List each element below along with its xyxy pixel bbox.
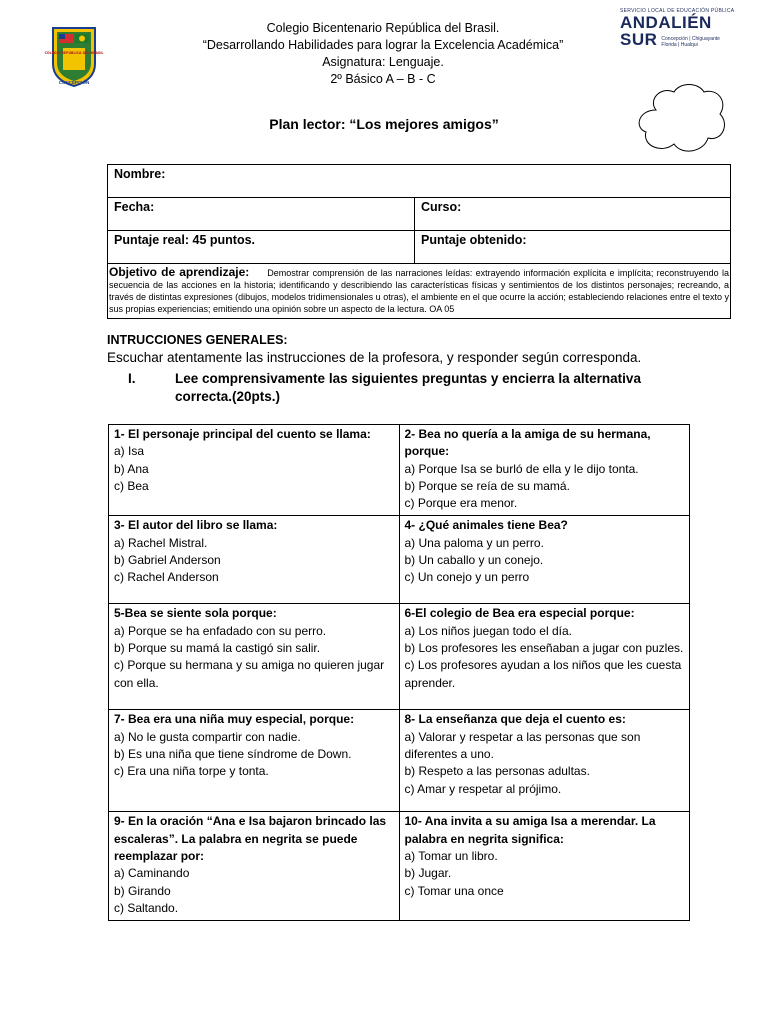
question-text: 1- El personaje principal del cuento se llama: — [114, 427, 371, 441]
option[interactable]: c) Porque su hermana y su amiga no quieren jugar con ella. — [114, 658, 385, 690]
crest-bottom-label: CONCEPCIÓN — [58, 80, 90, 85]
question-8 — [399, 710, 690, 812]
header-line-subject: Asignatura: Lenguaje. — [322, 55, 444, 69]
question-text: 8- La enseñanza que deja el cuento es: — [404, 712, 626, 727]
option[interactable]: c) Saltando. — [114, 900, 179, 915]
school-crest — [44, 24, 104, 88]
option[interactable]: a) Valorar y respetar a las personas que son diferentes a uno. — [404, 729, 641, 762]
option[interactable]: a) Caminando — [114, 866, 190, 881]
section-instruction: Lee comprensivamente las siguientes preguntas y encierra la alternativa correcta.(20pts.) — [175, 371, 641, 404]
option[interactable]: a) Una paloma y un perro. — [404, 535, 544, 550]
header-line-school: Colegio Bicentenario República del Brasil. — [266, 21, 500, 35]
option[interactable]: c) Los profesores ayudan a los niños que les cuesta aprender. — [404, 658, 682, 690]
andalien-sur-logo — [620, 8, 735, 49]
question-text: 4- ¿Qué animales tiene Bea? — [404, 518, 568, 533]
option[interactable]: c) Porque era menor. — [404, 496, 518, 511]
question-text: 3- El autor del libro se llama: — [114, 518, 278, 533]
option[interactable]: b) Girando — [114, 883, 171, 898]
option[interactable]: c) Amar y respetar al prójimo. — [404, 781, 562, 796]
question-4 — [399, 516, 690, 604]
question-2 — [399, 425, 690, 516]
logo-tag-1: Concepción | Chiguayante — [661, 36, 720, 42]
page-title: Plan lector: “Los mejores amigos” — [269, 116, 499, 132]
option[interactable]: b) Los profesores les enseñaban a jugar con puzles. — [404, 641, 684, 656]
option[interactable]: a) Porque Isa se burló de ella y le dijo tonta. — [404, 461, 639, 476]
logo-tag-2: Florida | Hualqui — [661, 42, 698, 48]
question-10 — [399, 812, 690, 921]
option[interactable]: c) Un conejo y un perro — [404, 570, 530, 585]
option[interactable]: b) Ana — [114, 461, 149, 476]
question-3 — [109, 516, 400, 604]
question-1 — [109, 425, 400, 516]
option[interactable]: b) Un caballo y un conejo. — [404, 553, 544, 568]
option[interactable]: a) Porque se ha enfadado con su perro. — [114, 623, 327, 638]
option[interactable]: a) Los niños juegan todo el día. — [404, 623, 572, 638]
questions-table — [108, 424, 690, 921]
course-field[interactable]: Curso: — [415, 198, 731, 231]
logo-top-text: SERVICIO LOCAL DE EDUCACIÓN PÚBLICA — [620, 8, 735, 14]
general-instructions — [107, 332, 747, 366]
question-text: 7- Bea era una niña muy especial, porque: — [114, 712, 355, 727]
question-text: 9- En la oración “Ana e Isa bajaron brincado las escaleras”. La palabra en negrita se puede reemplazar por: — [114, 814, 387, 864]
option[interactable]: a) Isa — [114, 444, 145, 459]
option[interactable]: b) Es una niña que tiene síndrome de Down. — [114, 747, 352, 762]
objective-label: Objetivo de aprendizaje: — [109, 265, 250, 279]
school-header — [140, 20, 626, 88]
option[interactable]: b) Respeto a las personas adultas. — [404, 764, 590, 779]
option[interactable]: b) Porque se reía de su mamá. — [404, 478, 570, 493]
logo-line-2: SUR — [620, 30, 658, 49]
question-text: 2- Bea no quería a la amiga de su hermana, porque: — [404, 427, 651, 459]
student-info-table — [107, 164, 731, 319]
option[interactable]: a) No le gusta compartir con nadie. — [114, 729, 301, 744]
option[interactable]: c) Era una niña torpe y tonta. — [114, 764, 269, 779]
option[interactable]: a) Tomar un libro. — [404, 849, 498, 864]
learning-objective — [108, 264, 731, 319]
option[interactable]: b) Gabriel Anderson — [114, 553, 221, 568]
logo-line-1: ANDALIÉN — [620, 13, 712, 32]
question-7 — [109, 710, 400, 812]
objective-text: Demostrar comprensión de las narraciones leídas: extrayendo información explícita e implícita; reconstruyendo la secuencia de las acciones en la historia; identificando y describiendo las características físicas y sentimientos de los distintos personajes; recreando, a través de distintas expresiones (dibujos, modelos tridimensionales u otras), el ambiente en el que ocurre la acción; estableciendo relaciones entre el texto y sus propias experiencias; emitiendo una opinión sobre un aspecto de la lectura. OA 05 — [109, 268, 729, 314]
option[interactable]: c) Bea — [114, 478, 149, 493]
section-number: I. — [128, 371, 136, 386]
question-9 — [109, 812, 400, 921]
header-line-grade: 2º Básico A – B - C — [330, 72, 436, 86]
question-text: 5-Bea se siente sola porque: — [114, 606, 277, 621]
option[interactable]: c) Rachel Anderson — [114, 570, 219, 585]
question-text: 10- Ana invita a su amiga Isa a merendar. La palabra en negrita significa: — [404, 814, 656, 846]
option[interactable]: b) Porque su mamá la castigó sin salir. — [114, 641, 321, 656]
instructions-text: Escuchar atentamente las instrucciones de la profesora, y responder según corresponda. — [107, 350, 642, 365]
question-text: 6-El colegio de Bea era especial porque: — [404, 606, 635, 621]
obtained-score-field[interactable]: Puntaje obtenido: — [415, 231, 731, 264]
date-field[interactable]: Fecha: — [108, 198, 415, 231]
option[interactable]: b) Jugar. — [404, 866, 452, 881]
name-field[interactable]: Nombre: — [108, 165, 731, 198]
real-score-label: Puntaje real: 45 puntos. — [108, 231, 415, 264]
question-6 — [399, 604, 690, 710]
option[interactable]: c) Tomar una once — [404, 883, 504, 898]
question-5 — [109, 604, 400, 710]
instructions-heading: INTRUCCIONES GENERALES: — [107, 333, 288, 347]
crest-band-text: COLEGIO REPÚBLICA DEL BRASIL — [44, 51, 104, 55]
option[interactable]: a) Rachel Mistral. — [114, 535, 208, 550]
header-line-motto: “Desarrollando Habilidades para lograr la Excelencia Académica” — [202, 38, 564, 52]
